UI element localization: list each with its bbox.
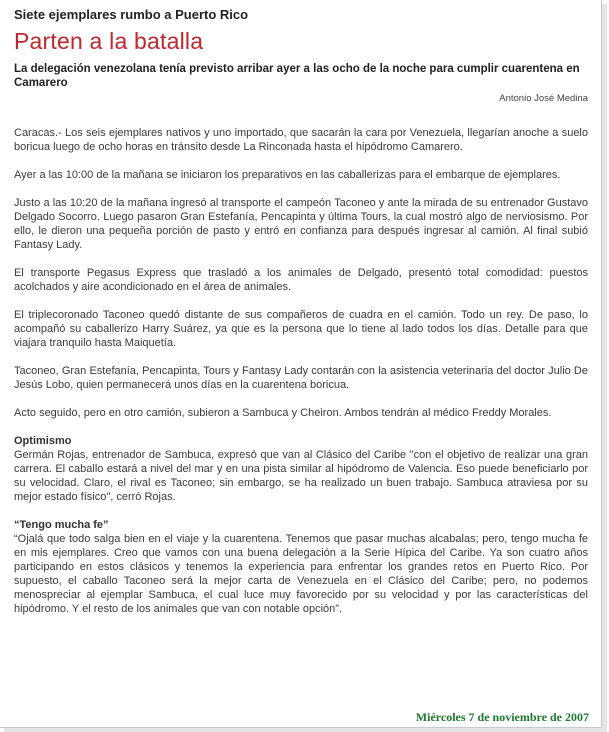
article-title: Parten a la batalla [14, 28, 204, 54]
paragraph: Acto seguido, pero en otro camión, subieron a Sambuca y Cheiron. Ambos tendrán al médico Freddy Morales. [14, 407, 552, 419]
article-kicker: Siete ejemplares rumbo a Puerto Rico [14, 7, 249, 22]
paragraph: Taconeo, Gran Estefanía, Pencapinta, Tours y Fantasy Lady contarán con la asistencia veterinaria del doctor Julio De Jesús Lobo, quien permanecerá unos días en la cuarentena boricua. [14, 365, 588, 391]
section-tengo-mucha-fe [14, 518, 588, 616]
section-subhead: “Tengo mucha fe” [14, 519, 109, 531]
frame-shadow-bottom [4, 728, 607, 732]
frame-shadow-right [602, 4, 607, 730]
article-body [14, 126, 588, 616]
section-text: Germán Rojas, entrenador de Sambuca, expresó que van al Clásico del Caribe "con el objetivo de realizar una gran carrera. El caballo estará a nivel del mar y en una pista similar al hipódromo de Valencia. Eso puede beneficiarlo por su velocidad. Claro, el rival es Taconeo; sin embargo, se ha realizado un buen trabajo. Sambuca atraviesa por su mejor estado físico", cerró Rojas. [14, 449, 588, 503]
article-byline: Antonio José Medina [499, 93, 588, 104]
publication-date: Miércoles 7 de noviembre de 2007 [415, 710, 589, 724]
paragraph: El transporte Pegasus Express que trasladó a los animales de Delgado, presentó total comodidad: puestos acolchados y aire acondicionado en el área de animales. [14, 267, 588, 293]
article-deck: La delegación venezolana tenía previsto arribar ayer a las ocho de la noche para cumplir cuarentena en Camarero [14, 63, 580, 89]
section-subhead: Optimismo [14, 435, 72, 447]
section-text: “Ojalá que todo salga bien en el viaje y la cuarentena. Tenemos que pasar muchas alcabalas; pero, tengo mucha fe en mis ejemplares. Creo que vamos con una buena delegación a la Serie Hípica del Caribe. Ya son cuatro años participando en estos clásicos y tenemos la experiencia para enfrentar los grandes retos en Puerto Rico. Por supuesto, el caballo Taconeo será la mejor carta de Venezuela en el Clásico del Caribe; pero, no podemos menospreciar al ejemplar Sambuca, el cual luce muy favorecido por su velocidad y por las características del hipódromo. Y el resto de los animales que van con notable opción”. [14, 533, 588, 615]
section-optimismo [14, 434, 588, 504]
article [14, 6, 588, 630]
paragraph: Justo a las 10:20 de la mañana ingresó al transporte el campeón Taconeo y ante la mirada de su entrenador Gustavo Delgado Socorro. Luego pasaron Gran Estefanía, Pencapinta y última Tours, la cual mostró algo de nerviosismo. Por ello, le dieron una pequeña porción de pasto y entró en confianza para después ingresar al camión. Al final subió Fantasy Lady. [14, 197, 588, 251]
paragraph: Ayer a las 10:00 de la mañana se iniciaron los preparativos en las caballerizas para el embarque de ejemplares. [14, 169, 561, 181]
paragraph: Caracas.- Los seis ejemplares nativos y uno importado, que sacarán la cara por Venezuela, llegarían anoche a suelo boricua luego de ocho horas en tránsito desde La Rinconada hasta el hipódromo Camarero. [14, 127, 588, 153]
paragraph: El triplecoronado Taconeo quedó distante de sus compañeros de cuadra en el camión. Todo un rey. De paso, lo acompañó su caballerizo Harry Suárez, ya que es la persona que lo tiene al lado todos los días. Detalle para que viajara tranquilo hasta Maiquetía. [14, 309, 588, 349]
